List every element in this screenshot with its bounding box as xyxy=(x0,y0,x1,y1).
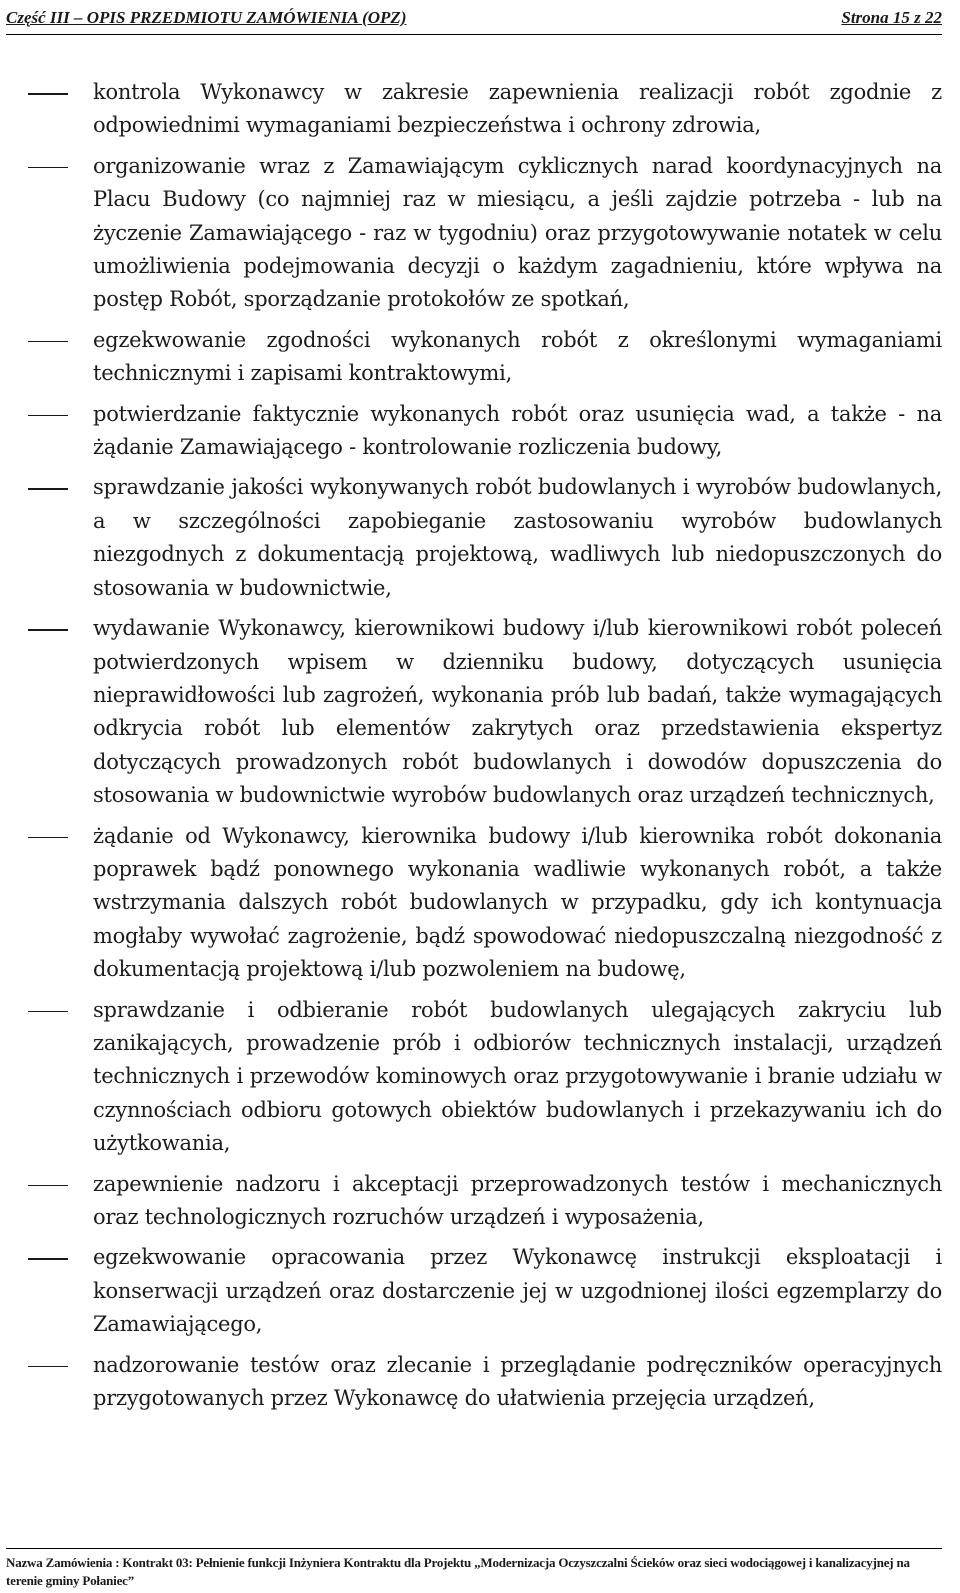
list-item-text: egzekwowanie opracowania przez Wykonawcę instrukcji eksploatacji i konserwacji urządzeń oraz dostarczenie jej w uzgodnionej ilości egzemplarzy do Zamawiającego, xyxy=(93,1245,942,1337)
list-item xyxy=(0,324,960,391)
dash-bullet-icon xyxy=(28,167,68,169)
dash-bullet-icon xyxy=(28,488,68,490)
list-item xyxy=(0,150,960,317)
list-item-text: organizowanie wraz z Zamawiającym cyklicznych narad koordynacyjnych na Placu Budowy (co najmniej raz w miesiącu, a jeśli zajdzie potrzeba - lub na życzenie Zamawiającego - raz w tygodniu) oraz przygotowywanie notatek w celu umożliwienia podejmowania decyzji o każdym zagadnieniu, które wpływa na postęp Robót, sporządzanie protokołów ze spotkań, xyxy=(93,153,942,312)
dash-bullet-icon xyxy=(28,1011,68,1013)
dash-bullet-icon xyxy=(28,1185,68,1187)
dash-bullet-icon xyxy=(28,93,68,95)
list-item-text: nadzorowanie testów oraz zlecanie i przeglądanie podręczników operacyjnych przygotowanych przez Wykonawcę do ułatwienia przejęcia urządzeń, xyxy=(93,1352,942,1411)
list-item xyxy=(0,1349,960,1416)
page-header xyxy=(6,4,942,35)
list-item xyxy=(0,612,960,812)
page-footer xyxy=(6,1548,942,1590)
list-item xyxy=(0,76,960,143)
list-item xyxy=(0,820,960,987)
list-item-text: kontrola Wykonawcy w zakresie zapewnienia realizacji robót zgodnie z odpowiednimi wymaganiami bezpieczeństwa i ochrony zdrowia, xyxy=(93,80,942,138)
document-part-title: Część III – OPIS PRZEDMIOTU ZAMÓWIENIA (OPZ) xyxy=(6,8,407,27)
page-number: Strona 15 z 22 xyxy=(841,8,942,27)
list-item-text: wydawanie Wykonawcy, kierownikowi budowy i/lub kierownikowi robót poleceń potwierdzonych wpisem w dzienniku budowy, dotyczących usunięcia nieprawidłowości lub zagrożeń, wykonania prób lub badań, także wymagających odkrycia robót lub elementów zakrytych oraz przedstawienia ekspertyz dotyczących prowadzonych robót budowlanych i dowodów dopuszczenia do stosowania w budownictwie wyrobów budowlanych oraz urządzeń technicznych, xyxy=(93,616,942,808)
list-item xyxy=(0,1241,960,1341)
dash-bullet-icon xyxy=(28,1366,68,1368)
dash-bullet-icon xyxy=(28,341,68,343)
list-item-text: egzekwowanie zgodności wykonanych robót z określonymi wymaganiami technicznymi i zapisami kontraktowymi, xyxy=(93,327,942,386)
dash-bullet-icon xyxy=(28,629,68,631)
footer-contract-name: Nazwa Zamówienia : Kontrakt 03: Pełnienie funkcji Inżyniera Kontraktu dla Projektu „Modernizacja Oczyszczalni Ścieków oraz sieci wodociągowej i kanalizacyjnej na xyxy=(6,1555,910,1570)
dash-bullet-icon xyxy=(28,1258,68,1260)
list-item-text: żądanie od Wykonawcy, kierownika budowy i/lub kierownika robót dokonania poprawek bądź ponownego wykonania wadliwie wykonanych robót, a także wstrzymania dalszych robót budowlanych w przypadku, gdy ich kontynuacja mogłaby wywołać zagrożenie, bądź spowodować niedopuszczalną niezgodność z dokumentacją projektową i/lub pozwoleniem na budowę, xyxy=(93,823,942,982)
list-item xyxy=(0,398,960,465)
list-item-text: sprawdzanie jakości wykonywanych robót budowlanych i wyrobów budowlanych, a w szczególności zapobieganie zastosowaniu wyrobów budowlanych niezgodnych z dokumentacją projektową, wadliwych lub niedopuszczonych do stosowania w budownictwie, xyxy=(93,475,942,600)
footer-contract-name-continued: terenie gminy Połaniec” xyxy=(6,1573,135,1588)
dash-bullet-icon xyxy=(28,415,68,417)
dash-bullet-icon xyxy=(28,837,68,839)
list-item xyxy=(0,994,960,1161)
list-item xyxy=(0,1168,960,1235)
document-body xyxy=(0,76,960,1422)
list-item-text: sprawdzanie i odbieranie robót budowlanych ulegających zakryciu lub zanikających, prowadzenie prób i odbiorów technicznych instalacji, urządzeń technicznych i przewodów kominowych oraz przygotowywanie i branie udziału w czynnościach odbioru gotowych obiektów budowlanych i przekazywaniu ich do użytkowania, xyxy=(93,997,942,1156)
list-item xyxy=(0,471,960,605)
list-item-text: zapewnienie nadzoru i akceptacji przeprowadzonych testów i mechanicznych oraz technologicznych rozruchów urządzeń i wyposażenia, xyxy=(93,1171,942,1229)
list-item-text: potwierdzanie faktycznie wykonanych robót oraz usunięcia wad, a także - na żądanie Zamawiającego - kontrolowanie rozliczenia budowy, xyxy=(93,401,942,460)
